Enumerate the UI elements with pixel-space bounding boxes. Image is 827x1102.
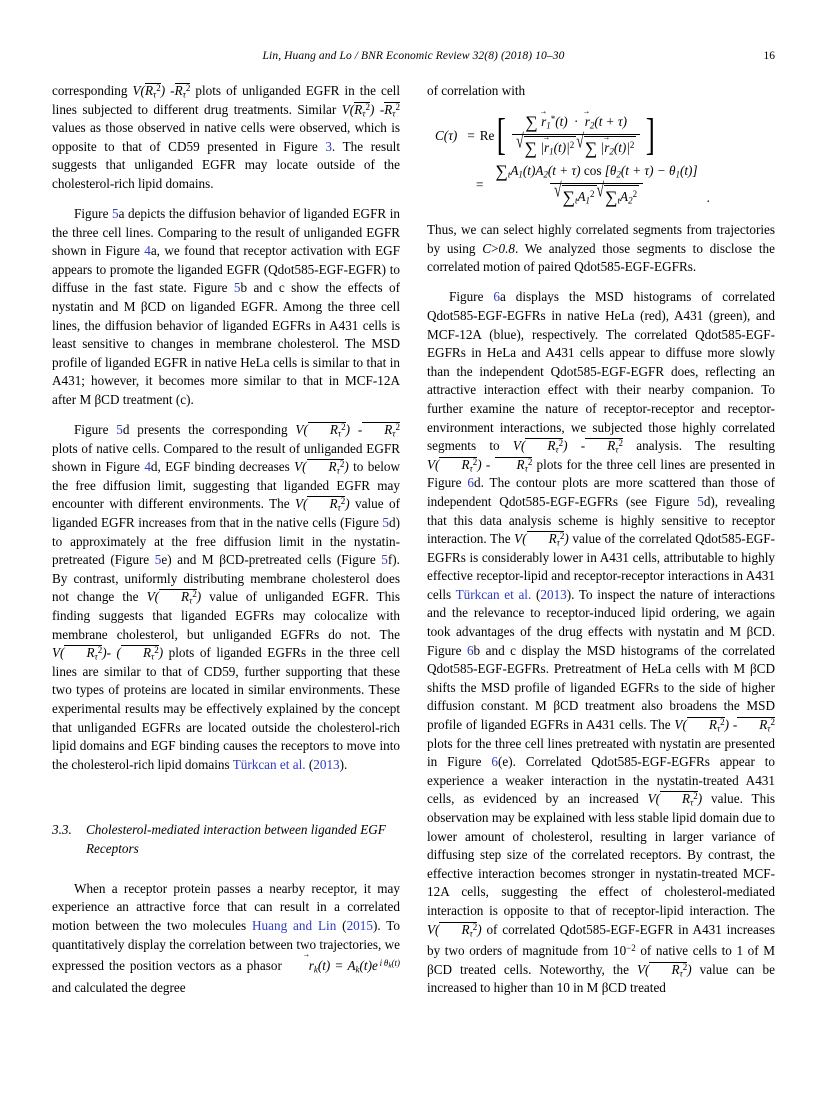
inline-math-vrt: V( $R_\tau^2) - R_\tau^2$ (512, 438, 623, 455)
text-run: a displays the MSD histograms of correlated Qdot585-EGF-EGFRs in native HeLa (red), A431 (green), and MCF-12A (blue), respectively. The correlated Qdot585-EGF-EGFRs in HeLa and A431 cells appear to diffuse more slowly than the independent Qdot585-EGF-EGFR does, reflecting an attractive interaction effect with their nearby companion. To further examine the nature of receptor-receptor and receptor-environment interactions, we subjected those highly correlated segments to (427, 289, 775, 454)
text-run: b and c show the effects of nystatin and M βCD on liganded EGFR. Among the three cell lines, the diffusion behavior of liganded EGFRs in A431 cells is least sensitive to changes in membrane cholesterol. The MSD profile of liganded EGFR in native HeLa cells is similar to that in A431; however, it becomes more similar to that in MCF-12A after M βCD treatment (c). (52, 280, 401, 407)
inline-math-vrt: V( $R_\tau^2) - R_\tau^2$ (427, 456, 533, 474)
inline-math-vrt: V( $R_\tau^2$) (295, 496, 350, 513)
fraction-2 (488, 161, 704, 208)
running-head-title: Lin, Huang and Lo / BNR Economic Review 32(8) (2018) 10–30 (262, 50, 565, 62)
paragraph-6 (427, 221, 775, 277)
text-run: of correlated Qdot585-EGF-EGFR in A431 increases by two orders of magnitude from (427, 921, 775, 959)
text-run: ). To inspect the nature of interactions and the relevance to receptor-induced lipid ordering, we again took advantages of the drug effects with nystatin and M βCD. Figure (427, 586, 775, 658)
figure-link-4d[interactable]: 4 (144, 459, 151, 475)
paragraph-7 (427, 288, 775, 998)
inline-math-vrt: V( $R_\tau^2) - R_\tau^2$ (295, 422, 400, 439)
text-run: a depicts the diffusion behavior of liganded EGFR in the three cell lines. Comparing to the result of unliganded EGFR shown in Figure (52, 206, 400, 259)
figure-link-5d[interactable]: 5 (116, 422, 123, 438)
citation-link-2015[interactable]: 2015 (346, 918, 373, 934)
text-run: Thus, we can select highly correlated segments from trajectories by using (427, 222, 775, 256)
section-heading-3-3 (52, 820, 400, 858)
figure-link-5e[interactable]: 5 (154, 552, 162, 568)
inline-math-vrt: $V(R_\tau^2)$ $-R_\tau^2$ (341, 101, 400, 119)
numerator: $\sum_tA_1(t)A_2(t + \tau)$ $\cos [\theta_2(t + \tau) - \theta_1(t)]$ (495, 161, 698, 182)
text-run: ( (531, 586, 541, 602)
text-run: d) to approximately at the free diffusion limit in the nystatin-pretreated (Figure (52, 515, 400, 568)
text-run: . The result suggests that unliganded EGFR may locate outside of the cholesterol-rich lipid domains. (52, 138, 401, 191)
text-run: of native cells to 1 of M βCD treated cells. Noteworthy, the (427, 943, 776, 977)
text-run: a, we found that receptor activation with EGF appears to promote the liganded EGFR (Qdot585-EGF-EGFR) to diffuse in the fast state. Figure (52, 243, 401, 296)
figure-link-3[interactable]: 3 (325, 138, 332, 154)
citation-link-2013[interactable]: 2013 (313, 756, 340, 772)
denominator: √ $\sum_tA_1^2$ √ $\sum_tA_2^2$ (550, 183, 643, 208)
inline-math-vrt: $V(R_\tau^2)$ $-R_\tau^2$ (132, 82, 191, 100)
page-number: 16 (763, 50, 775, 62)
denominator: √ ∑ $|r \to_1(t)|^2$ √ ∑ $|r \to_2(t)|^2$ (512, 134, 640, 159)
text-run: ). To quantitatively display the correlation between two trajectories, we expressed the position vectors as a phasor (52, 918, 400, 974)
text-run: plots of liganded EGFRs in the three cell lines are similar to that of CD59, further supporting that these two types of proteins are located in similar environments. These experimental results may be effectively explained by the concept that unliganded EGFRs are located outside the cholesterol-rich lipid domains and EGF binding causes the receptors to move into the cholesterol-rich lipid domains (52, 645, 400, 772)
text-run: plots for the three cell lines pretreated with nystatin are presented in Figure (427, 735, 775, 770)
equals-sign-2: = (476, 176, 484, 192)
running-head (52, 50, 775, 66)
paragraph-5: of correlation with (427, 83, 526, 98)
text-run: f). By contrast, uniformly distributing membrane cholesterol does not change the (52, 552, 400, 605)
inline-math-phasor: $r \to_k(t) = A_k(t)e$ $^{i \theta k(t)}$ (287, 958, 400, 973)
inline-math-threshold: C>0.8 (482, 240, 515, 256)
equation-line-2 (427, 161, 775, 208)
paragraph-1 (52, 82, 400, 194)
inline-math-vrt: V( $R_\tau^2$) (427, 921, 482, 939)
text-run: e) and M βCD-pretreated cells (Figure (161, 552, 382, 568)
equation-period: . (706, 190, 710, 206)
citation-link-turkcan[interactable]: Türkcan et al. (455, 586, 532, 602)
text-run: (e). Correlated Qdot585-EGF-EGFRs appear to experience a weaker interaction in the nystatin-treated A431 cells, as evidenced by an increased (427, 754, 775, 807)
equals-sign: = (467, 127, 475, 143)
citation-link-huang-lin[interactable]: Huang and Lin (252, 918, 337, 934)
text-run: Figure (74, 206, 112, 222)
figure-link-6b[interactable]: 6 (466, 642, 474, 658)
figure-link-6a[interactable]: 6 (493, 289, 500, 305)
text-run: analysis. The resulting (622, 438, 775, 454)
text-run: corresponding (52, 83, 133, 98)
text-run: value can be increased to higher than 10 in M βCD treated (427, 961, 775, 996)
inline-math-vrt: V( $R_\tau^2$) (647, 791, 703, 808)
text-run: value. This observation may be explained with less stable lipid domain due to lower amount of cholesterol, resulting in larger variance of diffusing step size of the correlated receptors. By contrast, the effective interaction becomes stronger in nystatin-treated MCF-12A cells, suggesting the effect of cholesterol-mediated interaction is opposite to that of receptor-lipid interaction. The (427, 791, 775, 918)
inline-math-vrt: V( $R_\tau^2$) (514, 531, 569, 548)
text-run: b and c display the MSD histograms of the correlated Qdot585-EGF-EGFRs. Pretreatment of HeLa cells with M βCD shifts the MSD profile of liganded EGFRs to the side of higher diffusion constant. M βCD treatment also broadens the MSD profile of liganded EGFRs in A431 cells. The (427, 642, 775, 733)
inline-math-vrt: V( $R_\tau^2$) (146, 589, 202, 606)
re-operator: Re (479, 127, 495, 143)
paragraph-4 (52, 880, 400, 998)
figure-link-5f[interactable]: 5 (381, 552, 388, 568)
text-run: value of unliganded EGFR. This finding suggests that liganded EGFRs may colocalize with membrane cholesterol, but unliganded EGFRs do not. The (52, 589, 400, 642)
paragraph-2 (52, 205, 400, 410)
text-run: value of liganded EGFR increases from that in the native cells (Figure (52, 496, 400, 531)
inline-math-vrt: V( $R_\tau^2$) (637, 961, 692, 979)
inline-math-power: $10^{-2}$ (612, 943, 636, 959)
inline-math-vrt: V( $R_\tau^2$) (294, 459, 349, 476)
right-bracket: ] (646, 110, 656, 160)
text-run: and calculated the degree (52, 980, 186, 996)
figure-link-5a[interactable]: 5 (111, 206, 119, 222)
figure-link-6d[interactable]: 6 (467, 475, 474, 491)
figure-link-6e[interactable]: 6 (491, 754, 498, 770)
citation-link-turkcan[interactable]: Türkcan et al. (232, 756, 306, 772)
text-run: value of the correlated Qdot585-EGF-EGFRs is considerably lower in A431 cells, attributable to highly effective receptor-lipid and receptor-receptor interactions in A431 cells (427, 531, 776, 602)
text-run: plots of native cells. Compared to the result of unliganded EGFR shown in Figure (52, 440, 400, 475)
left-bracket: [ (497, 110, 507, 160)
section-title: Cholesterol-mediated interaction between liganded EGF Receptors (86, 821, 386, 856)
text-run: Figure (74, 422, 117, 438)
text-run: d, EGF binding decreases (150, 459, 295, 475)
inline-math-vrt: V( $R_\tau^2)-$ ( $R_\tau^2$) (52, 645, 164, 662)
left-column (52, 82, 400, 1009)
text-run: ( (305, 756, 314, 772)
paragraph-3 (52, 421, 400, 774)
text-run: plots of unliganded EGFR in the cell lines subjected to different drug treatments. Similar (52, 83, 400, 117)
equation-lhs: C(τ) (435, 127, 458, 143)
text-run: ). (339, 756, 348, 772)
text-run: d presents the corresponding (122, 422, 296, 438)
figure-link-5d[interactable]: 5 (697, 493, 704, 509)
figure-link-4a[interactable]: 4 (144, 243, 151, 259)
text-run: plots for the three cell lines are presented in Figure (427, 456, 775, 491)
text-run: to below the free diffusion limit, suggesting that liganded EGFR may encounter with different environments. The (52, 459, 400, 512)
display-equation-correlation (427, 112, 775, 208)
text-run: Figure (449, 289, 494, 305)
text-run: d), revealing that this data analysis scheme is highly sensitive to receptor interaction. The (427, 493, 776, 547)
text-run: values as those observed in native cells were observed, which is opposite to that of CD59 presented in Figure (52, 120, 400, 154)
right-column (427, 82, 775, 1009)
text-run: ( (336, 918, 347, 934)
fraction-1 (509, 112, 643, 159)
equation-line-1 (427, 112, 775, 159)
figure-link-5d[interactable]: 5 (382, 515, 389, 531)
text-run: . We analyzed those segments to disclose the correlated motion of paired Qdot585-EGF-EGFRs. (427, 240, 775, 275)
section-spacer-after (52, 858, 400, 880)
figure-link-5b[interactable]: 5 (233, 280, 241, 296)
section-number: 3.3. (52, 821, 72, 837)
numerator: ∑ $r \to_1^*(t) \cdot r \to_2(t + \tau)$ (521, 112, 631, 134)
text-run: d. The contour plots are more scattered than those of independent Qdot585-EGF-EGFRs (see Figure (427, 475, 776, 509)
citation-link-2013[interactable]: 2013 (540, 586, 567, 602)
text-run: When a receptor protein passes a nearby receptor, it may experience an attractive force that can result in a correlated motion between the two molecules (52, 880, 400, 934)
inline-math-vrt: V( $R_\tau^2) - R_\tau^2$ (674, 717, 775, 734)
section-spacer (52, 786, 400, 820)
